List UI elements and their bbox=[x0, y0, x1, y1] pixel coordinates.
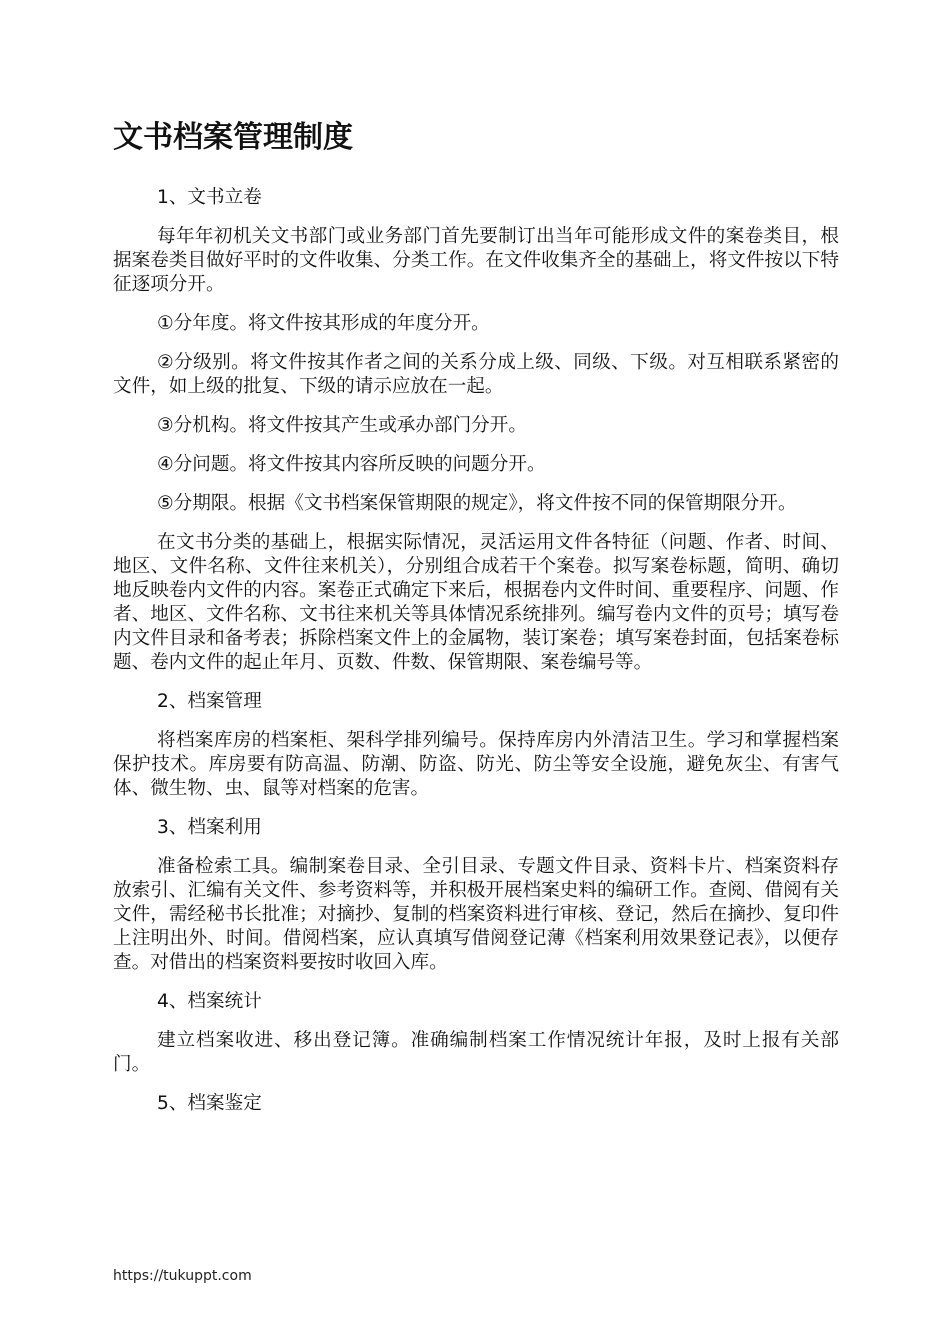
list-item: ⑤分期限。根据《文书档案保管期限的规定》，将文件按不同的保管期限分开。 bbox=[157, 493, 797, 514]
paragraph: 每年年初机关文书部门或业务部门首先要制订出当年可能形成文件的案卷类目，根据案卷类目做好平时的文件收集、分类工作。在文件收集齐全的基础上，将文件按以下特征逐项分开。 bbox=[113, 226, 839, 295]
section-heading: 2、档案管理 bbox=[157, 691, 262, 712]
section-heading: 3、档案利用 bbox=[157, 817, 262, 838]
list-item: ④分问题。将文件按其内容所反映的问题分开。 bbox=[157, 454, 546, 475]
section-heading: 1、文书立卷 bbox=[157, 187, 262, 208]
section-heading: 4、档案统计 bbox=[157, 991, 262, 1012]
page-title: 文书档案管理制度 bbox=[113, 120, 353, 155]
list-item: ②分级别。将文件按其作者之间的关系分成上级、同级、下级。对互相联系紧密的文件，如上级的批复、下级的请示应放在一起。 bbox=[113, 352, 839, 397]
paragraph: 在文书分类的基础上，根据实际情况，灵活运用文件各特征（问题、作者、时间、地区、文件名称、文件往来机关），分别组合成若干个案卷。拟写案卷标题，简明、确切地反映卷内文件的内容。案卷正式确定下来后，根据卷内文件时间、重要程序、问题、作者、地区、文件名称、文书往来机关等具体情况系统排列。编写卷内文件的页号；填写卷内文件目录和备考表；拆除档案文件上的金属物，装订案卷；填写案卷封面，包括案卷标题、卷内文件的起止年月、页数、件数、保管期限、案卷编号等。 bbox=[113, 532, 839, 673]
footer-url[interactable]: https://tukuppt.com bbox=[113, 1268, 252, 1284]
paragraph: 准备检索工具。编制案卷目录、全引目录、专题文件目录、资料卡片、档案资料存放索引、汇编有关文件、参考资料等，并积极开展档案史料的编研工作。查阅、借阅有关文件，需经秘书长批准；对摘抄、复制的档案资料进行审核、登记，然后在摘抄、复印件上注明出外、时间。借阅档案，应认真填写借阅登记薄《档案利用效果登记表》，以便存查。对借出的档案资料要按时收回入库。 bbox=[113, 856, 839, 973]
list-item: ①分年度。将文件按其形成的年度分开。 bbox=[157, 313, 490, 334]
document-body bbox=[113, 186, 839, 1131]
paragraph: 建立档案收进、移出登记簿。准确编制档案工作情况统计年报，及时上报有关部门。 bbox=[113, 1030, 839, 1075]
paragraph: 将档案库房的档案柜、架科学排列编号。保持库房内外清洁卫生。学习和掌握档案保护技术。库房要有防高温、防潮、防盗、防光、防尘等安全设施，避免灰尘、有害气体、微生物、虫、鼠等对档案的危害。 bbox=[113, 730, 839, 799]
section-heading: 5、档案鉴定 bbox=[157, 1093, 262, 1114]
list-item: ③分机构。将文件按其产生或承办部门分开。 bbox=[157, 415, 527, 436]
